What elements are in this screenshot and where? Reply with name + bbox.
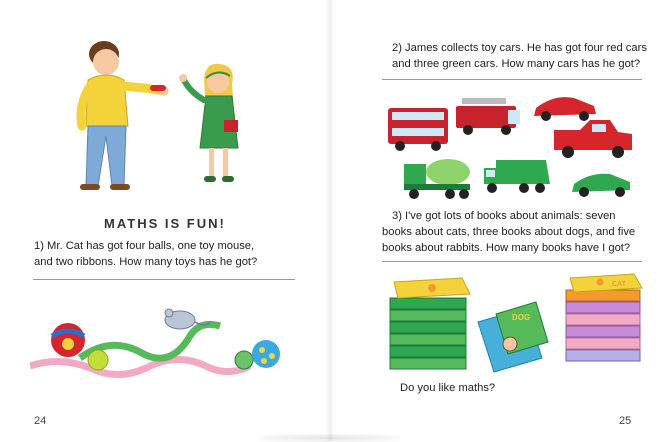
left-page [0, 0, 329, 441]
question-3 [382, 208, 635, 256]
boy-and-girl-illustration [60, 36, 260, 198]
green-cement-mixer [404, 159, 470, 199]
dog-books [478, 302, 548, 372]
answer-line-2 [382, 79, 642, 80]
right-page [330, 0, 659, 441]
green-dump-truck [484, 160, 550, 193]
books-illustration [386, 272, 646, 376]
question-1 [34, 238, 257, 270]
red-pickup-truck [554, 120, 632, 158]
answer-line-3 [382, 261, 642, 262]
boy-figure [80, 41, 168, 190]
cat-books-stack-left [390, 278, 470, 369]
toy-cars-illustration [384, 88, 644, 204]
cat-book-label: CAT [612, 281, 626, 288]
page-title: MATHS IS FUN! [104, 216, 226, 231]
answer-line-1 [33, 279, 295, 280]
question-1-line-1: 1) Mr. Cat has got four balls, one toy mouse, [34, 240, 255, 252]
question-3-line-1: 3) I've got lots of books about animals: seven [392, 210, 616, 222]
red-fire-truck [456, 98, 520, 135]
red-sports-car [534, 97, 596, 121]
page-number-right: 25 [619, 415, 632, 427]
question-2 [392, 40, 647, 72]
toys-illustration [30, 296, 290, 390]
dog-book-label: DOG [512, 313, 531, 322]
rabbit-books-stack-right [566, 274, 642, 361]
girl-figure [179, 64, 238, 182]
red-bus [388, 108, 448, 151]
closing-question: Do you like maths? [400, 382, 496, 394]
question-2-line-2: and three green cars. How many cars has he got? [392, 58, 641, 70]
page-number-left: 24 [34, 415, 47, 427]
question-3-line-2: books about cats, three books about dogs, and five [382, 226, 636, 238]
question-3-line-3: books about rabbits. How many books have I got? [382, 242, 631, 254]
question-2-line-1: 2) James collects toy cars. He has got four red cars [392, 42, 647, 54]
green-sports-car [572, 174, 630, 197]
question-1-line-2: and two ribbons. How many toys has he got? [34, 256, 258, 268]
